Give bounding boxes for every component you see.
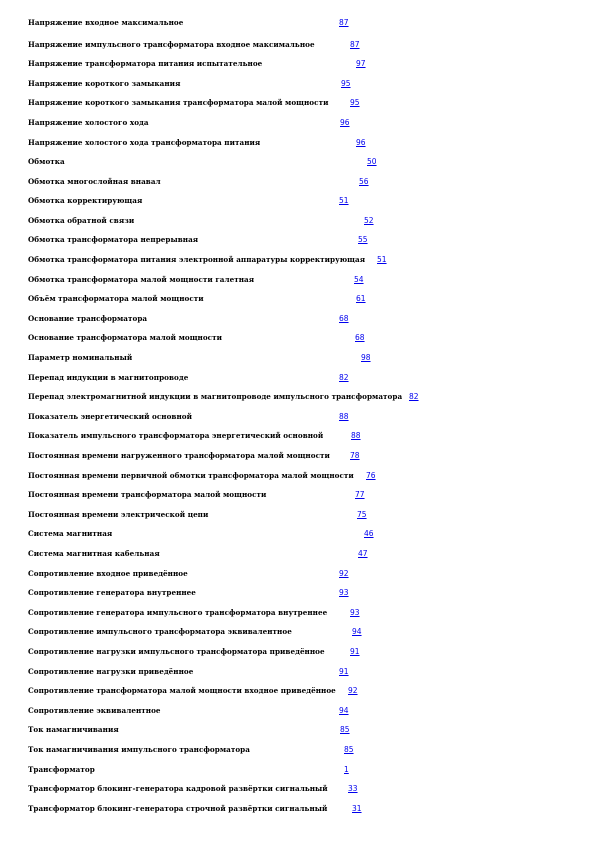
index-term: Напряжение трансформатора питания испытательное — [28, 59, 263, 68]
index-term: Напряжение короткого замыкания — [28, 79, 181, 88]
index-entry — [0, 136, 595, 150]
page-link[interactable]: 52 — [364, 216, 374, 225]
index-term: Ток намагничивания импульсного трансформатора — [28, 745, 250, 754]
index-entry — [0, 292, 595, 306]
page-link[interactable]: 82 — [339, 373, 349, 382]
index-term: Система магнитная кабельная — [28, 549, 160, 558]
index-term: Обмотка многослойная внавал — [28, 177, 161, 186]
page-link[interactable]: 68 — [355, 333, 365, 342]
index-entry — [0, 547, 595, 561]
index-entry — [0, 410, 595, 424]
index-term: Сопротивление эквивалентное — [28, 706, 161, 715]
index-entry — [0, 606, 595, 620]
index-term: Постоянная времени электрической цепи — [28, 510, 209, 519]
index-term: Обмотка трансформатора питания электронной аппаратуры корректирующая — [28, 255, 366, 264]
index-entry — [0, 77, 595, 91]
index-term: Сопротивление генератора внутреннее — [28, 588, 196, 597]
index-entry — [0, 665, 595, 679]
index-term: Трансформатор — [28, 765, 95, 774]
page-link[interactable]: 95 — [350, 98, 360, 107]
index-entry — [0, 763, 595, 777]
page-link[interactable]: 51 — [377, 255, 387, 264]
index-entry — [0, 253, 595, 267]
index-term: Обмотка трансформатора малой мощности галетная — [28, 275, 255, 284]
index-term: Система магнитная — [28, 529, 113, 538]
index-term: Сопротивление нагрузки импульсного трансформатора приведённое — [28, 647, 325, 656]
page-link[interactable]: 75 — [357, 510, 367, 519]
page-link[interactable]: 47 — [358, 549, 368, 558]
page-link[interactable]: 54 — [354, 275, 364, 284]
index-entry — [0, 194, 595, 208]
page-link[interactable]: 97 — [356, 59, 366, 68]
page-link[interactable]: 95 — [341, 79, 351, 88]
index-term: Постоянная времени нагруженного трансформатора малой мощности — [28, 451, 330, 460]
index-term: Обмотка — [28, 157, 65, 166]
index-entry — [0, 645, 595, 659]
index-term: Сопротивление генератора импульсного трансформатора внутреннее — [28, 608, 328, 617]
index-term: Обмотка обратной связи — [28, 216, 135, 225]
index-entry — [0, 743, 595, 757]
page-link[interactable]: 68 — [339, 314, 349, 323]
index-term: Сопротивление нагрузки приведённое — [28, 667, 194, 676]
index-term: Напряжение входное максимальное — [28, 18, 184, 27]
page-link[interactable]: 93 — [350, 608, 360, 617]
index-entry — [0, 567, 595, 581]
index-entry — [0, 390, 595, 404]
page-link[interactable]: 94 — [352, 627, 362, 636]
index-entry — [0, 38, 595, 52]
index-entry — [0, 175, 595, 189]
index-entry — [0, 351, 595, 365]
index-term: Трансформатор блокинг-генератора кадровой развёртки сигнальный — [28, 784, 328, 793]
page-link[interactable]: 98 — [361, 353, 371, 362]
index-entry — [0, 625, 595, 639]
index-entry — [0, 96, 595, 110]
page-link[interactable]: 92 — [339, 569, 349, 578]
page-link[interactable]: 88 — [351, 431, 361, 440]
index-entry — [0, 429, 595, 443]
index-term: Напряжение импульсного трансформатора входное максимальное — [28, 40, 315, 49]
index-term: Показатель импульсного трансформатора энергетический основной — [28, 431, 324, 440]
page-link[interactable]: 91 — [339, 667, 349, 676]
index-entry — [0, 508, 595, 522]
index-entry — [0, 469, 595, 483]
index-entry — [0, 273, 595, 287]
index-entry — [0, 57, 595, 71]
page-link[interactable]: 96 — [356, 138, 366, 147]
page-link[interactable]: 61 — [356, 294, 366, 303]
page-link[interactable]: 91 — [350, 647, 360, 656]
index-entry — [0, 723, 595, 737]
index-term: Обмотка корректирующая — [28, 196, 143, 205]
index-entry — [0, 214, 595, 228]
page-link[interactable]: 85 — [344, 745, 354, 754]
index-entry — [0, 16, 595, 30]
index-term: Сопротивление импульсного трансформатора эквивалентное — [28, 627, 292, 636]
index-term: Основание трансформатора — [28, 314, 148, 323]
index-entry — [0, 684, 595, 698]
index-term: Ток намагничивания — [28, 725, 119, 734]
page-link[interactable]: 82 — [409, 392, 419, 401]
page-link[interactable]: 87 — [339, 18, 349, 27]
index-entry — [0, 155, 595, 169]
index-term: Параметр номинальный — [28, 353, 133, 362]
index-entry — [0, 449, 595, 463]
page-link[interactable]: 50 — [367, 157, 377, 166]
page-link[interactable]: 85 — [340, 725, 350, 734]
index-entry — [0, 586, 595, 600]
index-term: Перепад индукции в магнитопроводе — [28, 373, 189, 382]
index-entry — [0, 331, 595, 345]
page-link[interactable]: 1 — [344, 765, 349, 774]
index-entry — [0, 802, 595, 816]
index-term: Постоянная времени первичной обмотки трансформатора малой мощности — [28, 471, 354, 480]
page-link[interactable]: 31 — [352, 804, 362, 813]
page-link[interactable]: 77 — [355, 490, 365, 499]
index-entry — [0, 488, 595, 502]
page-link[interactable]: 76 — [366, 471, 376, 480]
index-entry — [0, 527, 595, 541]
index-entry — [0, 782, 595, 796]
index-term: Перепад электромагнитной индукции в магнитопроводе импульсного трансформатора — [28, 392, 403, 401]
index-entry — [0, 704, 595, 718]
page-link[interactable]: 56 — [359, 177, 369, 186]
index-term: Напряжение короткого замыкания трансформатора малой мощности — [28, 98, 329, 107]
page-link[interactable]: 94 — [339, 706, 349, 715]
page-link[interactable]: 55 — [358, 235, 368, 244]
page-link[interactable]: 87 — [350, 40, 360, 49]
index-term: Сопротивление входное приведённое — [28, 569, 188, 578]
index-term: Основание трансформатора малой мощности — [28, 333, 222, 342]
page-link[interactable]: 96 — [340, 118, 350, 127]
page-link[interactable]: 46 — [364, 529, 374, 538]
index-entry — [0, 233, 595, 247]
index-term: Напряжение холостого хода — [28, 118, 149, 127]
index-term: Обмотка трансформатора непрерывная — [28, 235, 199, 244]
page-link[interactable]: 33 — [348, 784, 358, 793]
index-entry — [0, 116, 595, 130]
index-term: Сопротивление трансформатора малой мощности входное приведённое — [28, 686, 336, 695]
index-term: Постоянная времени трансформатора малой мощности — [28, 490, 267, 499]
page-link[interactable]: 92 — [348, 686, 358, 695]
page-link[interactable]: 88 — [339, 412, 349, 421]
index-term: Показатель энергетический основной — [28, 412, 193, 421]
index-entry — [0, 371, 595, 385]
index-entry — [0, 312, 595, 326]
index-term: Трансформатор блокинг-генератора строчной развёртки сигнальный — [28, 804, 328, 813]
index-term: Объём трансформатора малой мощности — [28, 294, 204, 303]
page-link[interactable]: 78 — [350, 451, 360, 460]
index-term: Напряжение холостого хода трансформатора питания — [28, 138, 261, 147]
page-link[interactable]: 93 — [339, 588, 349, 597]
page-link[interactable]: 51 — [339, 196, 349, 205]
